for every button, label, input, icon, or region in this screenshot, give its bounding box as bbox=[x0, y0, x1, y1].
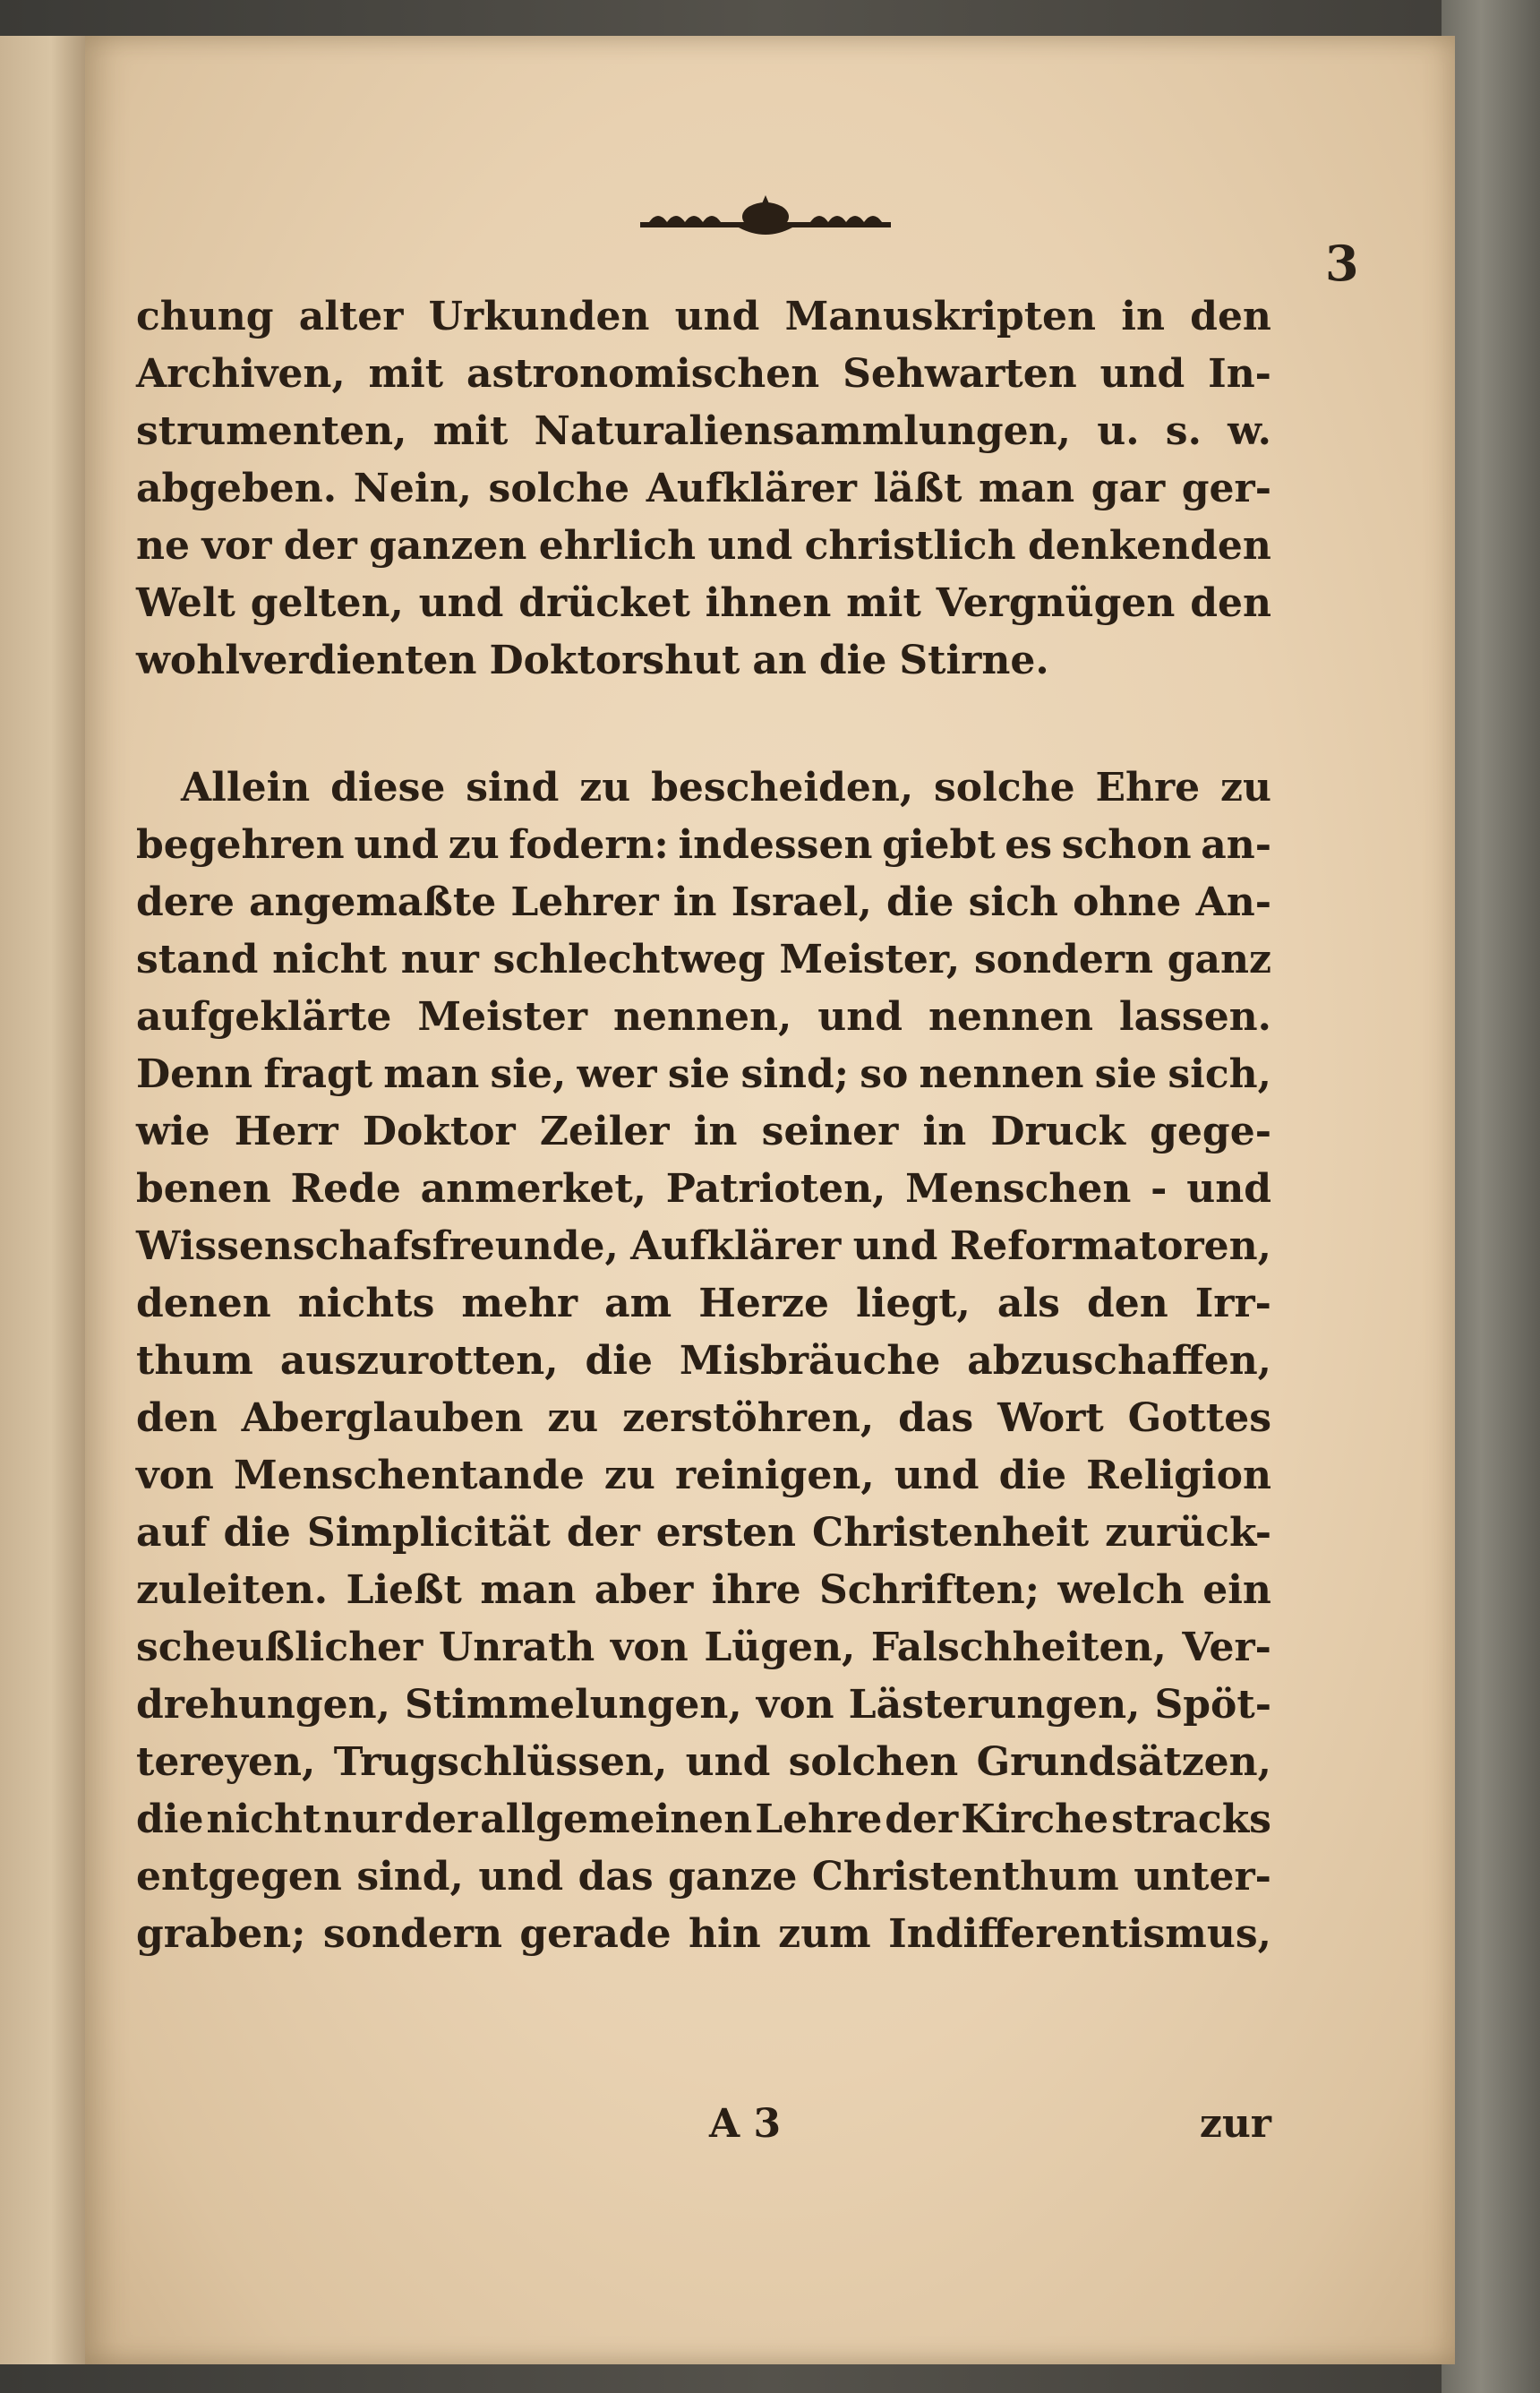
text-line: aufgeklärte Meister nennen, und nennen lassen. bbox=[136, 994, 1271, 1040]
text-line: Welt gelten, und drücket ihnen mit Vergnügen den bbox=[136, 580, 1271, 626]
text-line: Archiven, mit astronomischen Sehwarten und In- bbox=[136, 351, 1271, 397]
text-line: graben; sondern gerade hin zum Indifferentismus, bbox=[136, 1911, 1271, 1957]
text-line: abgeben. Nein, solche Aufklärer läßt man gar ger- bbox=[136, 466, 1271, 511]
book-cover-edge bbox=[1442, 0, 1540, 2393]
paragraph-gap bbox=[136, 690, 1271, 759]
text-line: begehren und zu fodern: indessen giebt es schon an- bbox=[136, 822, 1271, 868]
catchword: zur bbox=[1199, 2101, 1271, 2147]
text-line: denen nichts mehr am Herze liegt, als den Irr- bbox=[136, 1281, 1271, 1326]
text-line: drehungen, Stimmelungen, von Lästerungen, Spöt- bbox=[136, 1682, 1271, 1728]
signature-mark: A 3 bbox=[709, 2101, 782, 2147]
text-line: auf die Simplicität der ersten Christenheit zurück- bbox=[136, 1510, 1271, 1556]
text-line: thum auszurotten, die Misbräuche abzuschaffen, bbox=[136, 1338, 1271, 1384]
text-line: Wissenschafsfreunde, Aufklärer und Reformatoren, bbox=[136, 1223, 1271, 1269]
text-line: ne vor der ganzen ehrlich und christlich denkenden bbox=[136, 523, 1271, 569]
page-footer bbox=[136, 2096, 1271, 2153]
text-line: benen Rede anmerket, Patrioten, Menschen - und bbox=[136, 1166, 1271, 1212]
printer-ornament-icon bbox=[631, 188, 900, 251]
left-page-edge bbox=[0, 36, 88, 2364]
text-line: Denn fragt man sie, wer sie sind; so nennen sie sich, bbox=[136, 1051, 1271, 1097]
text-line: chung alter Urkunden und Manuskripten in den bbox=[136, 294, 1271, 339]
text-line: stand nicht nur schlechtweg Meister, sondern ganz bbox=[136, 937, 1271, 982]
text-line: strumenten, mit Naturaliensammlungen, u. s. w. bbox=[136, 408, 1271, 454]
text-line: wohlverdienten Doktorshut an die Stirne. bbox=[136, 638, 1049, 683]
text-line: dere angemaßte Lehrer in Israel, die sich ohne An- bbox=[136, 879, 1271, 925]
text-line: Allein diese sind zu bescheiden, solche Ehre zu bbox=[181, 765, 1271, 811]
text-line: von Menschentande zu reinigen, und die Religion bbox=[136, 1453, 1271, 1498]
text-line: zuleiten. Ließt man aber ihre Schriften; welch ein bbox=[136, 1567, 1271, 1613]
text-line: den Aberglauben zu zerstöhren, das Wort Gottes bbox=[136, 1395, 1271, 1441]
text-line: wie Herr Doktor Zeiler in seiner in Druck gege- bbox=[136, 1109, 1271, 1154]
text-line: die nicht nur der allgemeinen Lehre der Kirche stracks bbox=[136, 1797, 1271, 1842]
text-line: scheußlicher Unrath von Lügen, Falschheiten, Ver- bbox=[136, 1625, 1271, 1670]
body-text bbox=[136, 288, 1271, 1963]
text-line: tereyen, Trugschlüssen, und solchen Grundsätzen, bbox=[136, 1739, 1271, 1785]
text-line: entgegen sind, und das ganze Christenthum unter- bbox=[136, 1854, 1271, 1900]
page-number: 3 bbox=[1325, 235, 1359, 292]
